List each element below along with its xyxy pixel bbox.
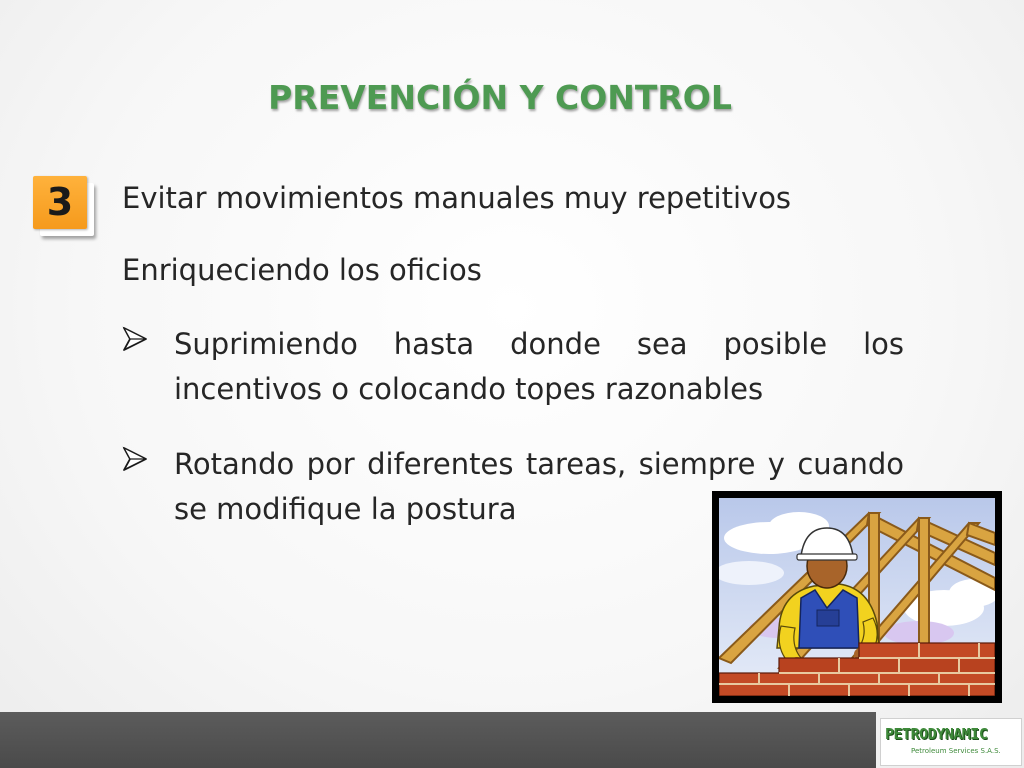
arrow-bullet-icon (122, 446, 148, 472)
construction-worker-illustration (712, 491, 1002, 703)
footer-bar (0, 712, 876, 768)
step-number-badge (33, 176, 97, 238)
bullet-text-2: Rotando por diferentes tareas, siempre y cuando se modifique la postura (174, 447, 904, 526)
logo-brand: PETRODYNAMIC (885, 725, 988, 743)
step-number: 3 (33, 176, 87, 229)
intro-line-2: Enriqueciendo los oficios (122, 253, 482, 287)
logo-subtitle: Petroleum Services S.A.S. (911, 747, 1001, 755)
intro-line-1: Evitar movimientos manuales muy repetitivos (122, 181, 792, 215)
company-logo (880, 718, 1022, 766)
bullet-item-1 (122, 322, 904, 414)
bullet-text-1: Suprimiendo hasta donde sea posible los incentivos o colocando topes razonables (174, 327, 904, 406)
arrow-bullet-icon (122, 326, 148, 352)
slide-title: PREVENCIÓN Y CONTROL (268, 78, 732, 117)
worker-clipart-icon (719, 498, 995, 696)
